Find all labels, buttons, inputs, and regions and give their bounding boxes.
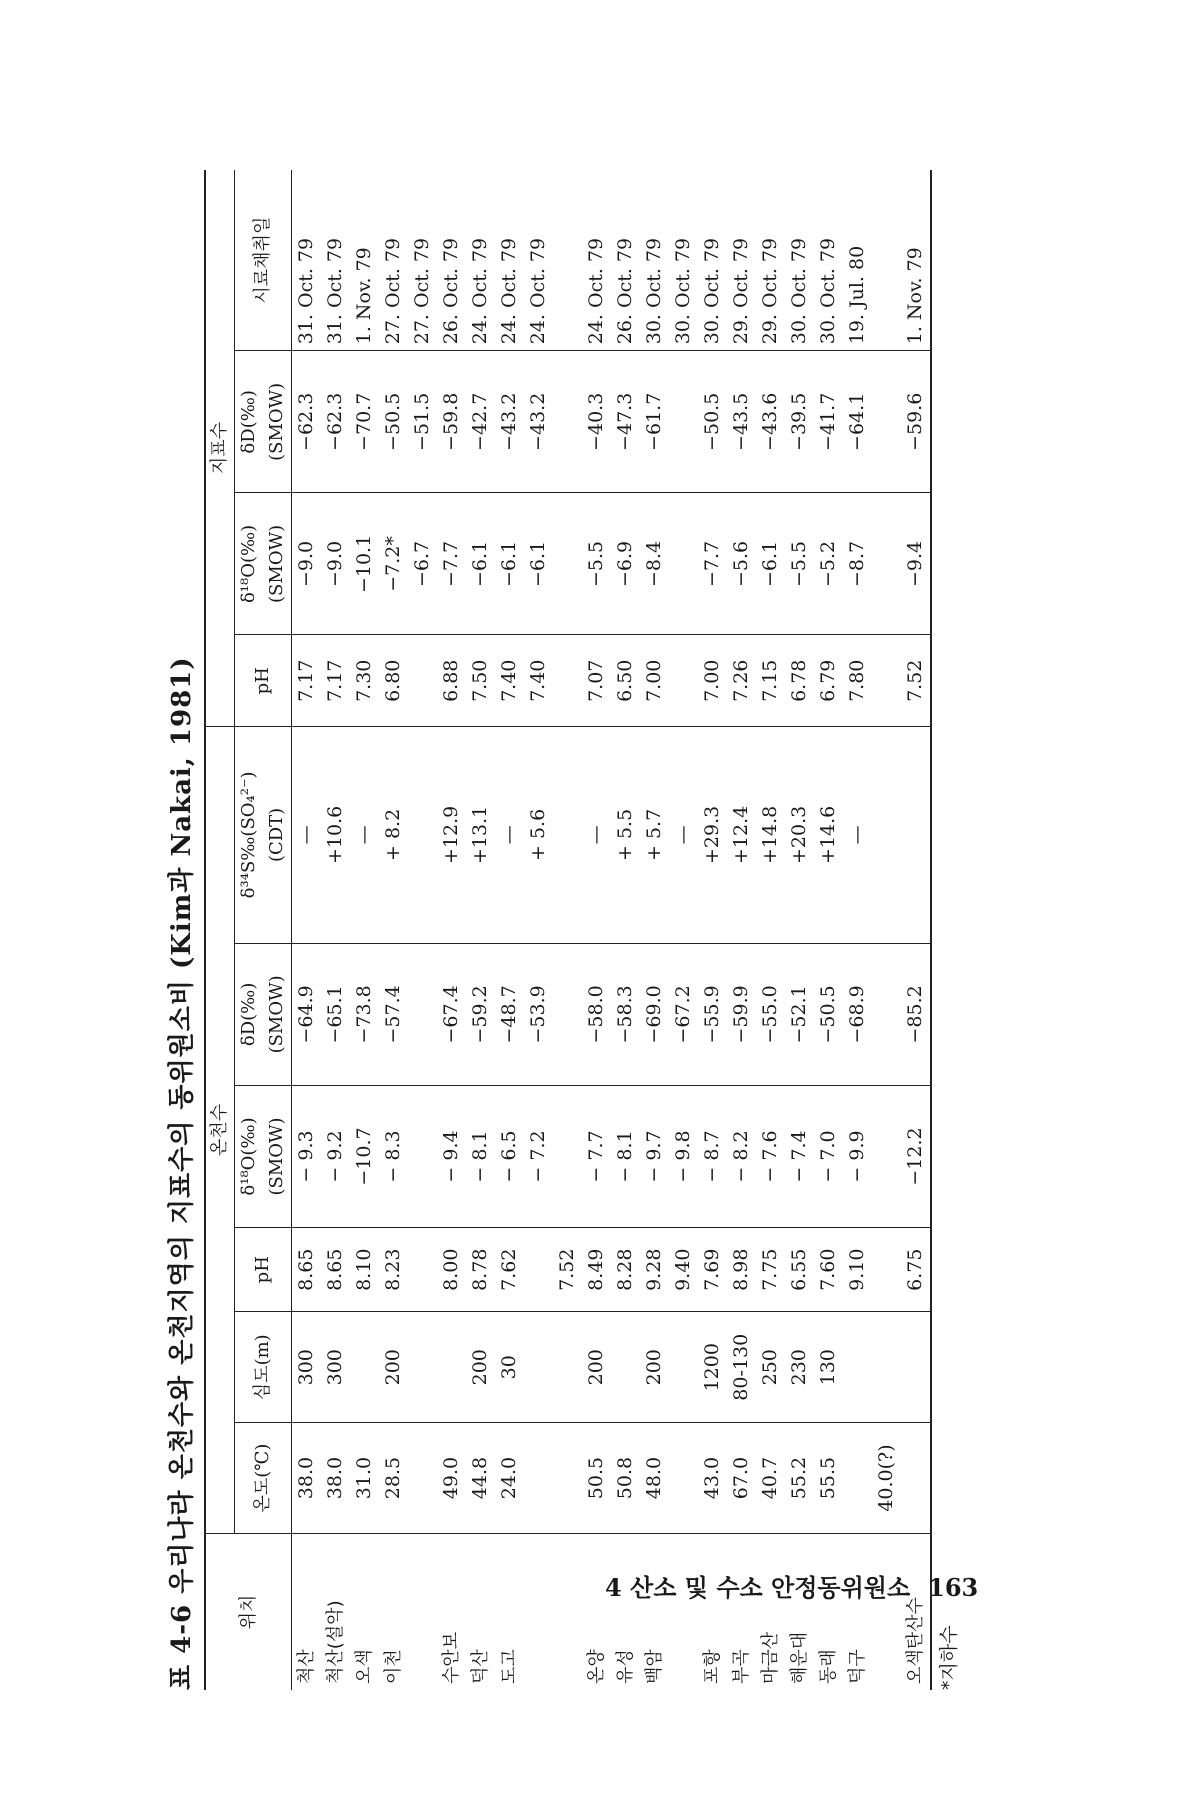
cell-o18 [872,1085,901,1227]
cell-date: 31. Oct. 79 [292,170,322,351]
cell-loc: 동래 [818,1649,839,1684]
cell-date: 30. Oct. 79 [669,170,698,351]
table-row [350,170,379,1690]
cell-loc: 포항 [702,1649,723,1684]
cell-s34 [901,727,931,944]
cell-ph: 8.00 [437,1228,466,1312]
cell-sph: 7.07 [582,635,611,727]
cell-o18: − 9.8 [669,1085,698,1227]
cell-ph: 8.65 [292,1228,322,1312]
cell-ph [408,1228,437,1312]
cell-sph: 6.78 [785,635,814,727]
isotope-table [204,170,932,1690]
cell-ph: 9.10 [843,1228,872,1312]
cell-date: 1. Nov. 79 [350,170,379,351]
cell-ph: 8.65 [321,1228,350,1312]
cell-dd: −67.2 [669,943,698,1085]
cell-sdd: −43.2 [524,351,553,493]
cell-temp [553,1423,582,1534]
cell-so18: −5.2 [814,493,843,635]
cell-depth [524,1312,553,1423]
cell-dd [553,943,582,1085]
table-row [553,170,582,1690]
cell-ph: 7.52 [553,1228,582,1312]
cell-depth [408,1312,437,1423]
cell-dd: −53.9 [524,943,553,1085]
page-title: 표 4-6 우리나라 온천수와 온천지역의 지표수의 동위원소비 (Kim과 Nakai, 1981) [167,656,197,1690]
cell-loc: 유성 [615,1649,636,1684]
table-body [292,170,932,1690]
cell-depth: 30 [495,1312,524,1423]
cell-depth: 300 [321,1312,350,1423]
cell-dd: −58.0 [582,943,611,1085]
cell-sdd: −62.3 [292,351,322,493]
cell-sdd: −43.6 [756,351,785,493]
cell-s34: + 5.6 [524,727,553,944]
cell-sdd: −64.1 [843,351,872,493]
cell-date [553,170,582,351]
table-row [698,170,727,1690]
cell-s34: +20.3 [785,727,814,944]
cell-date: 1. Nov. 79 [901,170,931,351]
cell-sph: 7.15 [756,635,785,727]
cell-dd: −59.2 [466,943,495,1085]
cell-loc [872,1533,901,1690]
cell-depth: 80-130 [727,1312,756,1423]
cell-dd: −67.4 [437,943,466,1085]
cell-sdd [669,351,698,493]
cell-loc: 오색탄산수 [901,1533,931,1690]
cell-o18: − 7.6 [756,1085,785,1227]
cell-o18: − 7.4 [785,1085,814,1227]
cell-date: 30. Oct. 79 [814,170,843,351]
cell-loc: 백암 [644,1649,665,1684]
cell-dd: −64.9 [292,943,322,1085]
cell-depth: 200 [640,1312,669,1423]
cell-depth [553,1312,582,1423]
cell-o18 [408,1085,437,1227]
cell-s34: +10.6 [321,727,350,944]
cell-sdd: −42.7 [466,351,495,493]
cell-depth [901,1312,931,1423]
table-header [205,170,292,1690]
cell-sdd: −70.7 [350,351,379,493]
cell-dd: −57.4 [379,943,408,1085]
cell-dd: −55.0 [756,943,785,1085]
cell-so18: −9.4 [901,493,931,635]
cell-date: 24. Oct. 79 [582,170,611,351]
rotated-table-block [160,170,1080,1690]
cell-date: 27. Oct. 79 [408,170,437,351]
cell-sph: 7.80 [843,635,872,727]
header-hot-spring-group: 온천수 [205,727,235,1534]
cell-sph: 6.80 [379,635,408,727]
cell-so18: −5.5 [785,493,814,635]
cell-o18: − 9.3 [292,1085,322,1227]
cell-temp: 38.0 [292,1423,322,1534]
cell-o18: − 8.7 [698,1085,727,1227]
cell-temp [408,1423,437,1534]
cell-depth: 230 [785,1312,814,1423]
cell-temp: 40.0(?) [872,1423,901,1534]
cell-ph: 7.60 [814,1228,843,1312]
cell-temp [524,1423,553,1534]
cell-dd: −50.5 [814,943,843,1085]
cell-date: 30. Oct. 79 [640,170,669,351]
cell-temp: 28.5 [379,1423,408,1534]
cell-o18: − 9.7 [640,1085,669,1227]
cell-dd [872,943,901,1085]
cell-sph: 7.00 [640,635,669,727]
cell-loc: 마금산 [760,1631,781,1684]
cell-so18: −7.7 [437,493,466,635]
cell-date [872,170,901,351]
header-dd-unit: (SMOW) [263,943,292,1085]
table-row [872,170,901,1690]
cell-dd [408,943,437,1085]
cell-temp [901,1423,931,1534]
header-d18o-unit: (SMOW) [263,1085,292,1227]
cell-sdd: −43.2 [495,351,524,493]
header-dd: δD(‰) [235,943,264,1085]
cell-o18: − 8.3 [379,1085,408,1227]
cell-sdd [553,351,582,493]
cell-loc: 덕산 [470,1649,491,1684]
cell-temp [843,1423,872,1534]
cell-loc [669,1533,698,1690]
header-d18o: δ¹⁸O(‰) [235,1085,264,1227]
table-row [785,170,814,1690]
cell-s34: — [669,727,698,944]
footer-section-title: 4 산소 및 수소 안정동위원소 [605,1573,911,1602]
cell-sdd: −50.5 [379,351,408,493]
cell-temp: 50.5 [582,1423,611,1534]
cell-o18: − 9.2 [321,1085,350,1227]
cell-loc: 수안보 [441,1631,462,1684]
cell-dd: −58.3 [611,943,640,1085]
cell-so18: −5.5 [582,493,611,635]
cell-ph: 7.75 [756,1228,785,1312]
cell-s34: +14.8 [756,727,785,944]
table-row [669,170,698,1690]
cell-depth: 200 [582,1312,611,1423]
cell-ph: 8.10 [350,1228,379,1312]
cell-sdd [872,351,901,493]
cell-dd: −59.9 [727,943,756,1085]
cell-sph: 7.26 [727,635,756,727]
cell-ph [524,1228,553,1312]
cell-o18: − 8.1 [466,1085,495,1227]
cell-sph [669,635,698,727]
cell-o18: − 8.1 [611,1085,640,1227]
cell-depth: 200 [379,1312,408,1423]
cell-temp: 43.0 [698,1423,727,1534]
cell-date: 27. Oct. 79 [379,170,408,351]
cell-ph: 6.55 [785,1228,814,1312]
cell-o18: − 9.4 [437,1085,466,1227]
cell-so18: −8.7 [843,493,872,635]
cell-ph: 6.75 [901,1228,931,1312]
header-d34s-unit: (CDT) [263,727,292,944]
cell-date: 30. Oct. 79 [785,170,814,351]
cell-depth [843,1312,872,1423]
cell-s34: — [843,727,872,944]
cell-s34: — [292,727,322,944]
cell-s34: + 5.7 [640,727,669,944]
cell-sph: 7.17 [292,635,322,727]
cell-s34: — [495,727,524,944]
cell-ph: 7.69 [698,1228,727,1312]
cell-s34 [408,727,437,944]
cell-so18: −6.1 [495,493,524,635]
cell-date: 19. Jul. 80 [843,170,872,351]
table-row [611,170,640,1690]
cell-dd: −65.1 [321,943,350,1085]
cell-sdd: −47.3 [611,351,640,493]
cell-o18: − 7.7 [582,1085,611,1227]
header-temp: 온도(℃) [235,1423,292,1534]
header-d34s: δ³⁴S‰(SO₄²⁻) [235,727,264,944]
cell-dd: −55.9 [698,943,727,1085]
cell-date: 31. Oct. 79 [321,170,350,351]
cell-date: 26. Oct. 79 [611,170,640,351]
cell-so18 [669,493,698,635]
cell-s34: +12.4 [727,727,756,944]
header-surface-d18o-unit: (SMOW) [263,493,292,635]
cell-s34 [553,727,582,944]
cell-o18: − 6.5 [495,1085,524,1227]
cell-ph: 9.40 [669,1228,698,1312]
cell-ph: 9.28 [640,1228,669,1312]
cell-s34: — [350,727,379,944]
cell-loc: 척산 [296,1649,317,1684]
page-number: 163 [928,1573,979,1602]
cell-so18: −9.0 [321,493,350,635]
cell-sph [408,635,437,727]
cell-so18: −7.2* [379,493,408,635]
cell-depth [350,1312,379,1423]
cell-date: 30. Oct. 79 [698,170,727,351]
table-row [582,170,611,1690]
cell-temp: 67.0 [727,1423,756,1534]
cell-s34: + 8.2 [379,727,408,944]
cell-so18: −6.1 [756,493,785,635]
cell-depth [437,1312,466,1423]
cell-o18: −10.7 [350,1085,379,1227]
cell-loc [524,1533,553,1690]
header-surface-group: 지표수 [205,170,235,727]
cell-date: 24. Oct. 79 [466,170,495,351]
cell-so18: −9.0 [292,493,322,635]
table-row [843,170,872,1690]
cell-so18: −6.1 [524,493,553,635]
cell-sdd: −40.3 [582,351,611,493]
cell-temp: 48.0 [640,1423,669,1534]
cell-sdd: −50.5 [698,351,727,493]
cell-dd: −73.8 [350,943,379,1085]
cell-temp: 24.0 [495,1423,524,1534]
header-depth: 심도(m) [235,1312,292,1423]
cell-loc: 해운대 [789,1631,810,1684]
cell-sdd: −51.5 [408,351,437,493]
table-row [640,170,669,1690]
cell-o18: − 7.2 [524,1085,553,1227]
cell-sdd: −59.8 [437,351,466,493]
cell-sph: 7.40 [495,635,524,727]
cell-ph: 7.62 [495,1228,524,1312]
cell-s34: +14.6 [814,727,843,944]
cell-depth [611,1312,640,1423]
cell-dd: −52.1 [785,943,814,1085]
table-row [408,170,437,1690]
cell-so18: −6.9 [611,493,640,635]
table-row [495,170,524,1690]
cell-so18: −5.6 [727,493,756,635]
cell-temp: 49.0 [437,1423,466,1534]
table-row [727,170,756,1690]
cell-s34 [872,727,901,944]
cell-loc [408,1533,437,1690]
cell-date: 29. Oct. 79 [727,170,756,351]
cell-temp [669,1423,698,1534]
cell-depth [872,1312,901,1423]
cell-temp: 40.7 [756,1423,785,1534]
cell-sph: 7.00 [698,635,727,727]
cell-loc: 온양 [586,1649,607,1684]
cell-depth: 300 [292,1312,322,1423]
cell-so18: −10.1 [350,493,379,635]
cell-o18: − 9.9 [843,1085,872,1227]
table-row [466,170,495,1690]
cell-loc: 덕구 [847,1649,868,1684]
header-surface-ph: pH [235,635,292,727]
cell-sdd: −61.7 [640,351,669,493]
cell-depth: 1200 [698,1312,727,1423]
cell-s34: +12.9 [437,727,466,944]
cell-dd: −69.0 [640,943,669,1085]
cell-dd: −48.7 [495,943,524,1085]
cell-loc [553,1533,582,1690]
header-date: 시료채취일 [235,170,292,351]
table-row [321,170,350,1690]
cell-ph: 8.23 [379,1228,408,1312]
cell-o18: − 7.0 [814,1085,843,1227]
cell-ph: 8.28 [611,1228,640,1312]
cell-so18: −6.7 [408,493,437,635]
header-ph: pH [235,1228,292,1312]
table-row [814,170,843,1690]
cell-date: 24. Oct. 79 [495,170,524,351]
cell-loc: 부곡 [731,1649,752,1684]
cell-date: 26. Oct. 79 [437,170,466,351]
cell-sph [553,635,582,727]
cell-loc: 도고 [499,1649,520,1684]
cell-date: 29. Oct. 79 [756,170,785,351]
cell-s34: +13.1 [466,727,495,944]
footnote: *지하수 [938,1625,960,1690]
cell-s34: +29.3 [698,727,727,944]
cell-temp: 38.0 [321,1423,350,1534]
cell-temp: 31.0 [350,1423,379,1534]
cell-so18: −7.7 [698,493,727,635]
cell-so18: −6.1 [466,493,495,635]
cell-ph: 8.98 [727,1228,756,1312]
cell-depth [669,1312,698,1423]
cell-ph: 8.49 [582,1228,611,1312]
cell-ph: 8.78 [466,1228,495,1312]
header-surface-d18o: δ¹⁸O(‰) [235,493,264,635]
cell-s34: + 5.5 [611,727,640,944]
cell-ph [872,1228,901,1312]
cell-loc: 오색 [354,1649,375,1684]
cell-sph: 6.50 [611,635,640,727]
cell-depth: 250 [756,1312,785,1423]
page-footer [605,1568,978,1603]
cell-so18 [553,493,582,635]
header-location: 위치 [205,1533,292,1690]
cell-sph: 7.52 [901,635,931,727]
cell-dd: −68.9 [843,943,872,1085]
cell-loc: 이천 [383,1649,404,1684]
cell-so18: −8.4 [640,493,669,635]
cell-so18 [872,493,901,635]
cell-depth: 200 [466,1312,495,1423]
cell-sph: 7.17 [321,635,350,727]
cell-o18 [553,1085,582,1227]
cell-o18: −12.2 [901,1085,931,1227]
cell-sdd: −59.6 [901,351,931,493]
cell-sph [872,635,901,727]
cell-sdd: −62.3 [321,351,350,493]
cell-depth: 130 [814,1312,843,1423]
table-row [292,170,322,1690]
cell-temp: 44.8 [466,1423,495,1534]
cell-date: 24. Oct. 79 [524,170,553,351]
table-row [379,170,408,1690]
cell-sph: 7.40 [524,635,553,727]
cell-sph: 7.30 [350,635,379,727]
cell-s34: — [582,727,611,944]
cell-loc: 척산(설악) [325,1600,346,1684]
cell-o18: − 8.2 [727,1085,756,1227]
cell-sdd: −39.5 [785,351,814,493]
cell-dd: −85.2 [901,943,931,1085]
cell-sdd: −43.5 [727,351,756,493]
cell-sph: 7.50 [466,635,495,727]
cell-sdd: −41.7 [814,351,843,493]
table-row [524,170,553,1690]
table-row [437,170,466,1690]
table-row [901,170,931,1690]
cell-temp: 50.8 [611,1423,640,1534]
cell-temp: 55.2 [785,1423,814,1534]
cell-temp: 55.5 [814,1423,843,1534]
cell-sph: 6.79 [814,635,843,727]
table-row [756,170,785,1690]
header-surface-dd-unit: (SMOW) [263,351,292,493]
header-surface-dd: δD(‰) [235,351,264,493]
cell-sph: 6.88 [437,635,466,727]
